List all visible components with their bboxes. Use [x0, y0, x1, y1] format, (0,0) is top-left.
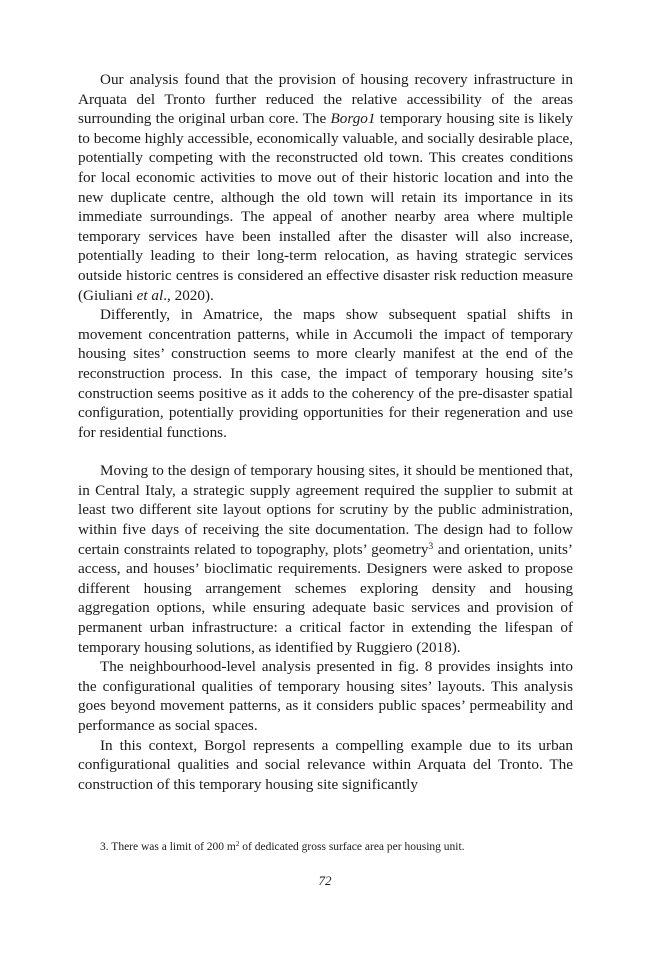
- borgo1-italic: Borgo1: [330, 110, 376, 128]
- paragraph-1: Our analysis found that the provision of housing recovery infrastructure in Arquata del Tronto further reduced the relative accessibility of the areas surrounding the original urban core. The Borgo1 temporary housing site is likely to become highly accessible, economically valuable, and socially desirable place, potentially competing with the reconstructed old town. This creates conditions for local economic activities to move out of their historic location and into the new duplicate centre, although the old town will retain its importance in its immediate surroundings. The appeal of another nearby area where multiple temporary services have been installed after the disaster will also increase, potentially leading to their long-term relocation, as having strategic services outside historic centres is considered an effective disaster risk reduction measure (Giuliani et al., 2020).: [78, 71, 573, 304]
- paragraph-4: The neighbourhood-level analysis presented in fig. 8 provides insights into the configurational qualities of temporary housing sites’ layouts. This analysis goes beyond movement patterns, as it considers public spaces’ permeability and performance as social spaces.: [78, 658, 573, 734]
- paragraph-2: Differently, in Amatrice, the maps show subsequent spatial shifts in movement concentration patterns, while in Accumoli the impact of temporary housing sites’ construction seems to more clearly manifest at the end of the reconstruction process. In this case, the impact of temporary housing site’s construction seems positive as it adds to the coherency of the pre-disaster spatial configuration, potentially providing opportunities for their regeneration and use for residential functions.: [78, 306, 573, 441]
- paragraph-5: In this context, Borgol represents a compelling example due to its urban configurational qualities and social relevance within Arquata del Tronto. The construction of this temporary housing site significantly: [78, 736, 573, 793]
- superscript-2: 2: [235, 840, 240, 849]
- body-text: [78, 70, 573, 794]
- page-number: 72: [318, 873, 332, 888]
- footnote: 3. There was a limit of 200 $m^2$ of dedicated gross surface area per housing unit.: [100, 840, 465, 853]
- paragraph-3: Moving to the design of temporary housing sites, it should be mentioned that, in Central Italy, a strategic supply agreement required the supplier to submit at least two different site layout options for scrutiny by the public administration, within five days of receiving the site documentation. The design had to follow certain constraints related to topography, plots’ geometry$^3$ and orientation, units’ access, and houses’ bioclimatic requirements. Designers were asked to propose different housing arrangement schemes exploring density and housing aggregation options, while ensuring adequate basic services and provision of permanent urban infrastructure: a critical factor in extending the lifespan of temporary housing solutions, as identified by Ruggiero (2018).: [78, 462, 573, 656]
- et-al-italic: et al: [136, 286, 164, 304]
- footnote-ref-3: 3: [428, 541, 434, 552]
